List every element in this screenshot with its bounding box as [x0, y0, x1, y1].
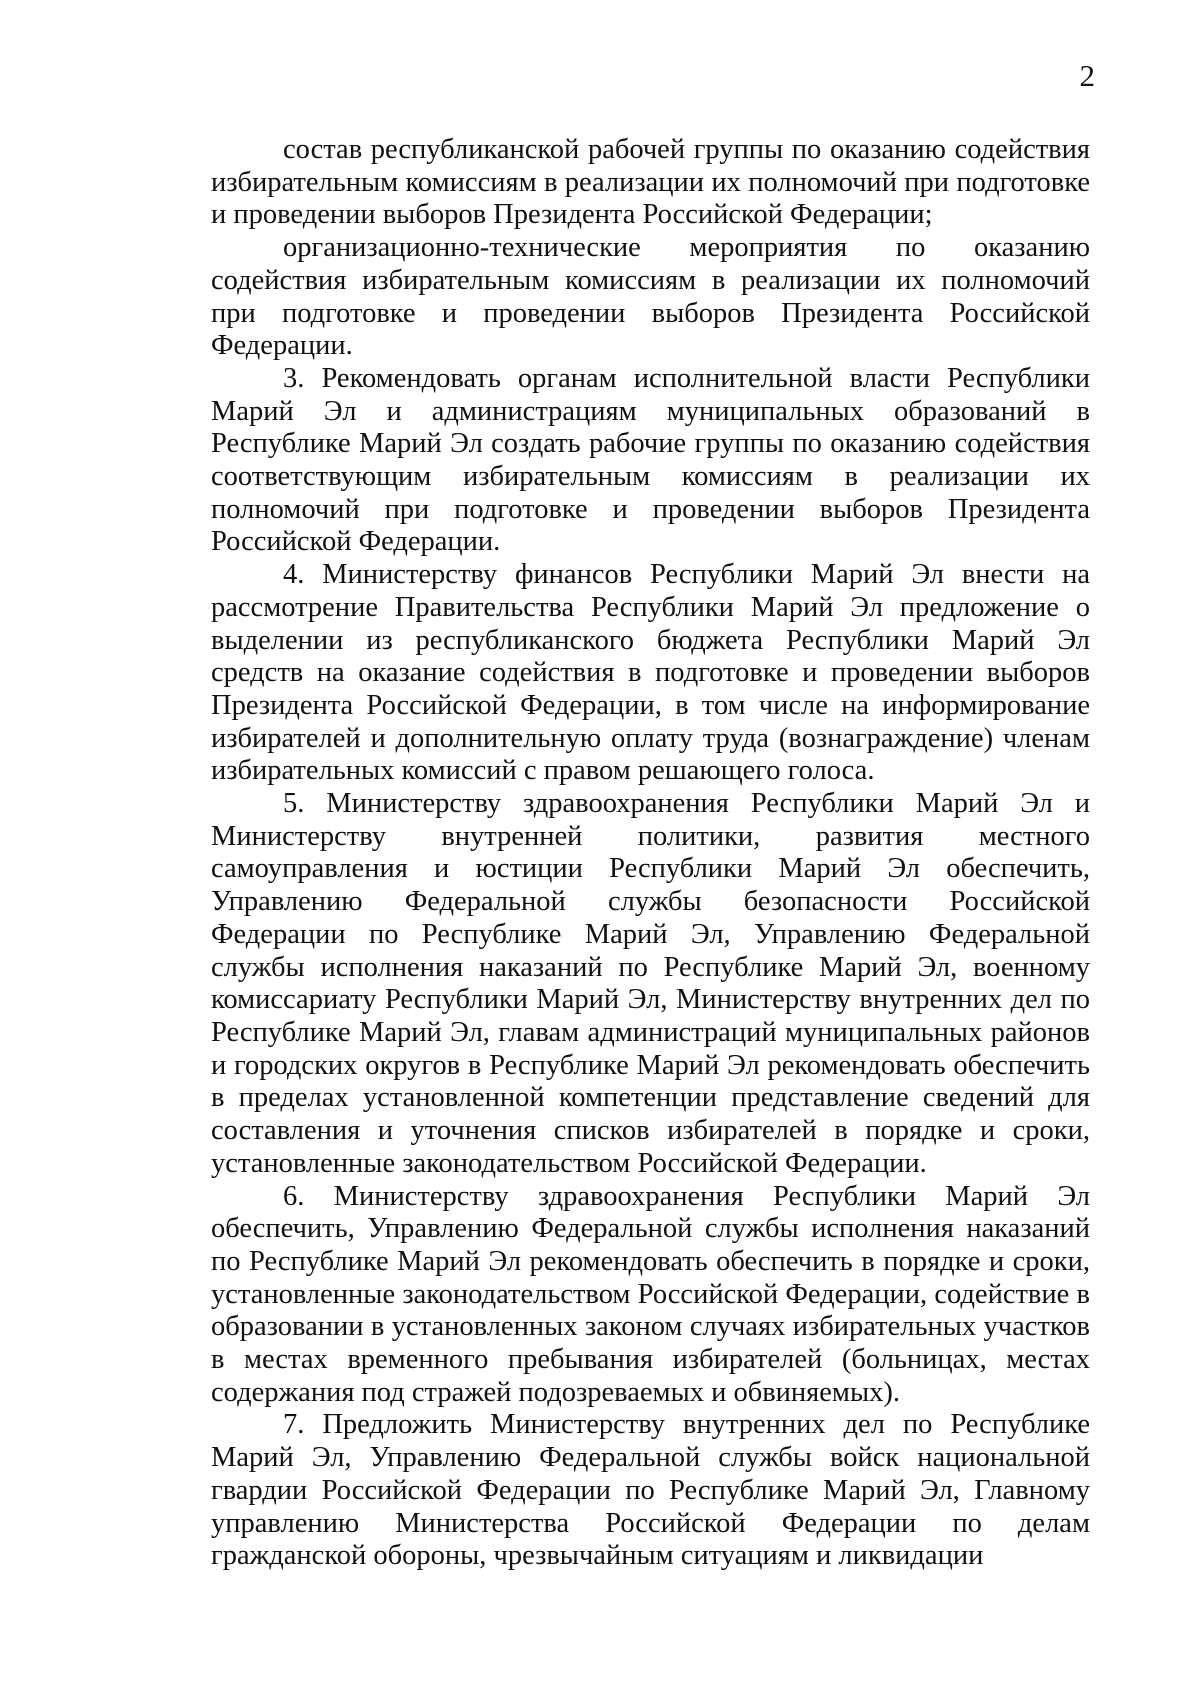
paragraph-item-5: 5. Министерству здравоохранения Республики Марий Эл и Министерству внутренней политики, развития местного самоуправления и юстиции Республики Марий Эл обеспечить, Управлению Федеральной службы безопасности Российской Федерации по Республике Марий Эл, Управлению Федеральной службы исполнения наказаний по Республике Марий Эл, военному комиссариату Республики Марий Эл, Министерству внутренних дел по Республике Марий Эл, главам администраций муниципальных районов и городских округов в Республике Марий Эл рекомендовать обеспечить в пределах установленной компетенции представление сведений для составления и уточнения списков избирателей в порядке и сроки, установленные законодательством Российской Федерации. [211, 788, 1090, 1179]
document-body [211, 134, 1090, 1573]
paragraph-item-4: 4. Министерству финансов Республики Марий Эл внести на рассмотрение Правительства Республики Марий Эл предложение о выделении из республиканского бюджета Республики Марий Эл средств на оказание содействия в подготовке и проведении выборов Президента Российской Федерации, в том числе на информирование избирателей и дополнительную оплату труда (вознаграждение) членам избирательных комиссий с правом решающего голоса. [211, 559, 1090, 787]
paragraph-item-3: 3. Рекомендовать органам исполнительной власти Республики Марий Эл и администрациям муниципальных образований в Республике Марий Эл создать рабочие группы по оказанию содействия соответствующим избирательным комиссиям в реализации их полномочий при подготовке и проведении выборов Президента Российской Федерации. [211, 362, 1090, 558]
paragraph-item-6: 6. Министерству здравоохранения Республики Марий Эл обеспечить, Управлению Федеральной службы исполнения наказаний по Республике Марий Эл рекомендовать обеспечить в порядке и сроки, установленные законодательством Российской Федерации, содействие в образовании в установленных законом случаях избирательных участков в местах временного пребывания избирателей (больницах, местах содержания под стражей подозреваемых и обвиняемых). [211, 1180, 1090, 1408]
paragraph-organizational-measures: организационно-технические мероприятия по оказанию содействия избирательным комиссиям в реализации их полномочий при подготовке и проведении выборов Президента Российской Федерации. [211, 232, 1090, 362]
page-number: 2 [1079, 58, 1095, 93]
paragraph-working-group-composition: состав республиканской рабочей группы по оказанию содействия избирательным комиссиям в реализации их полномочий при подготовке и проведении выборов Президента Российской Федерации; [211, 134, 1090, 231]
paragraph-item-7: 7. Предложить Министерству внутренних дел по Республике Марий Эл, Управлению Федеральной службы войск национальной гвардии Российской Федерации по Республике Марий Эл, Главному управлению Министерства Российской Федерации по делам гражданской обороны, чрезвычайным ситуациям и ликвидации [211, 1409, 1090, 1572]
